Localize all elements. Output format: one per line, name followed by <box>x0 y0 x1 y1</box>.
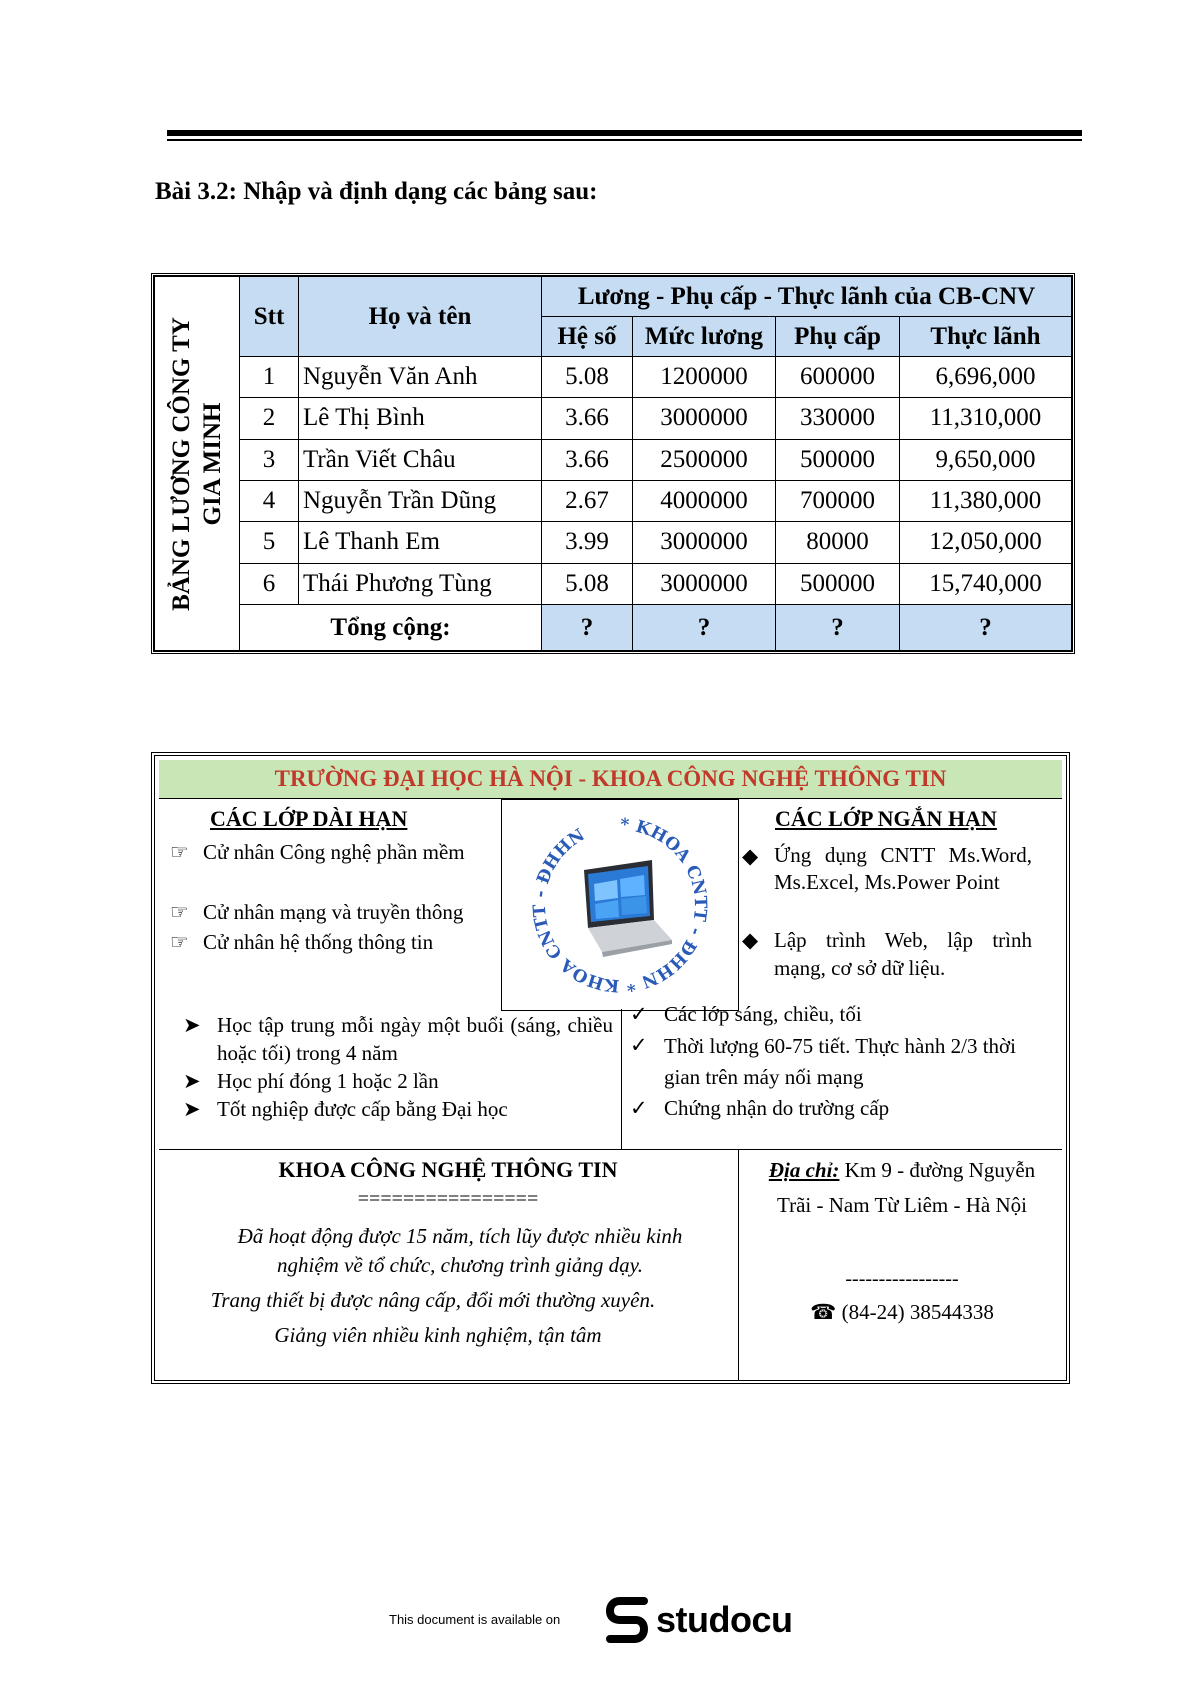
cell-salary: 3000000 <box>633 563 776 604</box>
dept-rule: ================ <box>357 1188 539 1210</box>
long-courses-title: CÁC LỚP DÀI HẠN <box>210 806 408 831</box>
cell-salary: 3000000 <box>633 522 776 563</box>
diamond-icon: ◆ <box>742 928 759 952</box>
divider-horizontal <box>159 1149 1062 1150</box>
side-title-line-1: BẢNG LƯƠNG CÔNG TY <box>168 316 195 611</box>
cell-stt: 6 <box>240 563 299 604</box>
dept-description: Trang thiết bị được nâng cấp, đổi mới thường xuyên. <box>210 1288 656 1312</box>
cell-coef: 3.99 <box>542 522 633 563</box>
total-coef: ? <box>542 605 633 651</box>
cell-name: Lê Thanh Em <box>299 522 542 563</box>
short-course-item: ◆ Ứng dụng CNTT Ms.Word, Ms.Excel, Ms.Power Point <box>742 843 1032 894</box>
address-text: Km 9 - đường Nguyễn Trãi - Nam Từ Liêm - Hà Nội <box>777 1158 1036 1217</box>
arrow-item: ➤ Học tập trung mỗi ngày một buổi (sáng, chiều hoặc tối) trong 4 năm <box>183 1013 613 1065</box>
cell-coef: 2.67 <box>542 480 633 521</box>
cell-salary: 3000000 <box>633 398 776 439</box>
arrow-icon: ➤ <box>183 1013 201 1037</box>
cell-net: 9,650,000 <box>900 439 1072 480</box>
total-salary: ? <box>633 605 776 651</box>
table-row <box>155 398 1072 439</box>
cell-stt: 1 <box>240 357 299 398</box>
check-icon: ✓ <box>630 1096 648 1120</box>
phone <box>752 1300 1052 1325</box>
salary-table <box>151 273 1075 654</box>
cell-stt: 2 <box>240 398 299 439</box>
header-salary: Mức lương <box>633 317 776 357</box>
cell-coef: 5.08 <box>542 357 633 398</box>
cell-name: Thái Phương Tùng <box>299 563 542 604</box>
faculty-seal <box>502 800 738 1010</box>
short-course-item: ◆ Lập trình Web, lập trình mạng, cơ sở dữ liệu. <box>742 928 1032 980</box>
total-row <box>155 605 1072 651</box>
address-rule: ----------------- <box>845 1268 959 1290</box>
studocu-brand: studocu <box>656 1599 793 1640</box>
footer-available: This document is available on <box>389 1612 561 1627</box>
dept-description: Đã hoạt động được 15 năm, tích lũy được nhiều kinh nghiệm về tổ chức, chương trình giảng dạy. <box>237 1224 683 1277</box>
address <box>752 1153 1052 1223</box>
check-item: ✓ Các lớp sáng, chiều, tối <box>630 1002 862 1026</box>
arrow-item: ➤ Học phí đóng 1 hoặc 2 lần <box>183 1069 439 1093</box>
cell-coef: 3.66 <box>542 398 633 439</box>
exercise-title: Bài 3.2: Nhập và định dạng các bảng sau: <box>155 178 598 205</box>
header-allowance: Phụ cấp <box>776 317 900 357</box>
cell-stt: 3 <box>240 439 299 480</box>
arrow-item: ➤ Tốt nghiệp được cấp bằng Đại học <box>183 1097 508 1121</box>
cell-net: 15,740,000 <box>900 563 1072 604</box>
cell-stt: 4 <box>240 480 299 521</box>
cell-coef: 5.08 <box>542 563 633 604</box>
divider-vertical <box>621 1009 622 1149</box>
arrow-icon: ➤ <box>183 1097 201 1121</box>
side-title-line-2: GIA MINH <box>199 402 226 525</box>
cell-net: 6,696,000 <box>900 357 1072 398</box>
diamond-icon: ◆ <box>742 844 759 868</box>
cell-allowance: 330000 <box>776 398 900 439</box>
table-row <box>155 522 1072 563</box>
table-row <box>155 480 1072 521</box>
cell-net: 11,310,000 <box>900 398 1072 439</box>
long-course-item: ☞ Cử nhân mạng và truyền thông <box>170 900 464 924</box>
laptop-icon <box>584 860 672 957</box>
dept-description: Giảng viên nhiều kinh nghiệm, tận tâm <box>274 1323 602 1347</box>
table-side-title <box>155 277 240 651</box>
long-course-item: ☞ Cử nhân Công nghệ phần mềm <box>170 840 465 864</box>
cell-name: Lê Thị Bình <box>299 398 542 439</box>
cell-name: Trần Viết Châu <box>299 439 542 480</box>
long-course-item: ☞ Cử nhân hệ thống thông tin <box>170 930 434 954</box>
address-label: Địa chỉ: <box>768 1158 840 1182</box>
cell-salary: 2500000 <box>633 439 776 480</box>
check-icon: ✓ <box>630 1033 648 1057</box>
cell-name: Nguyễn Trần Dũng <box>299 480 542 521</box>
studocu-s-icon <box>606 1597 650 1643</box>
check-item: ✓ Chứng nhận do trường cấp <box>630 1096 890 1120</box>
phone-number: (84-24) 38544338 <box>841 1300 994 1324</box>
header-rule <box>167 130 1082 136</box>
header-group: Lương - Phụ cấp - Thực lãnh của CB-CNV <box>542 277 1072 317</box>
logo-box <box>501 799 739 1011</box>
total-label: Tổng cộng: <box>240 605 542 651</box>
short-courses-title: CÁC LỚP NGẮN HẠN <box>775 806 997 831</box>
cell-allowance: 500000 <box>776 563 900 604</box>
header-stt: Stt <box>240 277 299 357</box>
cell-coef: 3.66 <box>542 439 633 480</box>
seal-text: * KHOA CNTT - ĐHHN * KHOA CNTT - ĐHHN <box>529 814 711 996</box>
check-icon: ✓ <box>630 1002 648 1026</box>
hand-icon: ☞ <box>170 930 189 954</box>
cell-allowance: 600000 <box>776 357 900 398</box>
header-coef: Hệ số <box>542 317 633 357</box>
cell-name: Nguyễn Văn Anh <box>299 357 542 398</box>
phone-icon: ☎ <box>810 1300 837 1324</box>
header-net: Thực lãnh <box>900 317 1072 357</box>
info-box <box>151 752 1070 1384</box>
dept-title: KHOA CÔNG NGHỆ THÔNG TIN <box>278 1157 618 1182</box>
divider-vertical <box>738 1149 739 1380</box>
header-name: Họ và tên <box>299 277 542 357</box>
cell-allowance: 500000 <box>776 439 900 480</box>
total-allowance: ? <box>776 605 900 651</box>
cell-stt: 5 <box>240 522 299 563</box>
table-row <box>155 357 1072 398</box>
cell-net: 12,050,000 <box>900 522 1072 563</box>
hand-icon: ☞ <box>170 840 189 864</box>
cell-allowance: 80000 <box>776 522 900 563</box>
studocu-logo[interactable] <box>606 1597 793 1643</box>
arrow-icon: ➤ <box>183 1069 201 1093</box>
info-banner: TRƯỜNG ĐẠI HỌC HÀ NỘI - KHOA CÔNG NGHỆ THÔNG TIN <box>159 760 1062 799</box>
hand-icon: ☞ <box>170 900 189 924</box>
cell-salary: 1200000 <box>633 357 776 398</box>
total-net: ? <box>900 605 1072 651</box>
table-row <box>155 439 1072 480</box>
table-row <box>155 563 1072 604</box>
cell-net: 11,380,000 <box>900 480 1072 521</box>
cell-allowance: 700000 <box>776 480 900 521</box>
check-item: ✓ Thời lượng 60-75 tiết. Thực hành 2/3 thời gian trên máy nối mạng <box>630 1033 1016 1089</box>
header-rule-thin <box>167 139 1082 141</box>
cell-salary: 4000000 <box>633 480 776 521</box>
